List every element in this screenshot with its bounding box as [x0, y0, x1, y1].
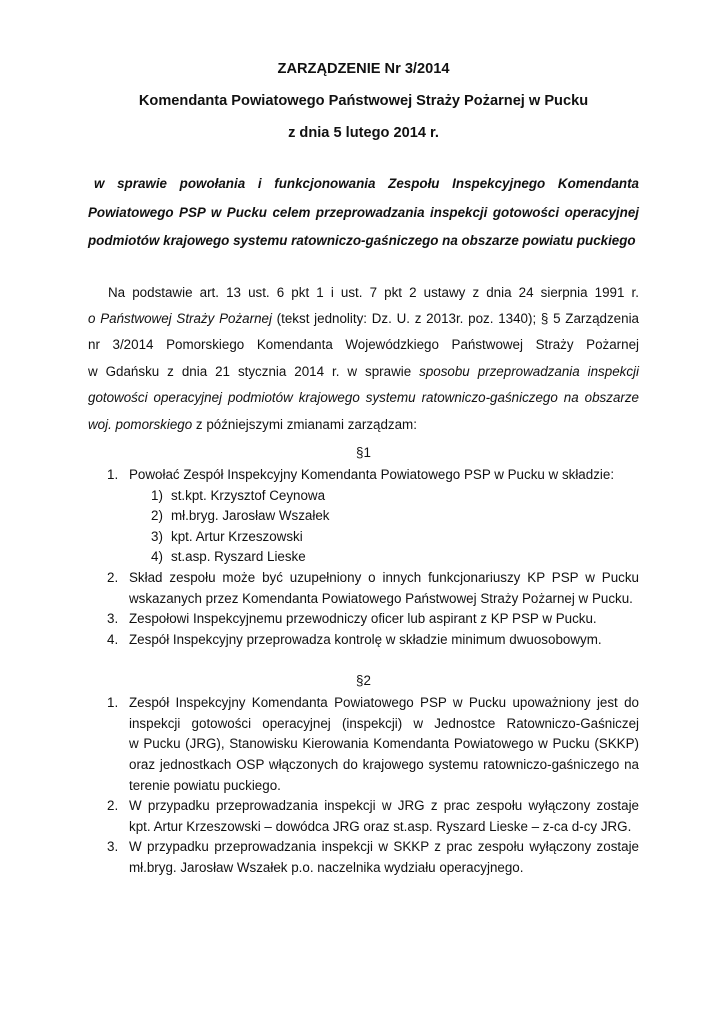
- subject-block: [88, 170, 639, 256]
- act-name: o Państwowej Straży Pożarnej: [88, 310, 272, 326]
- basis-text: w Gdańsku z dnia 21 stycznia 2014 r. w sprawie: [88, 363, 420, 379]
- list-item: [88, 465, 639, 568]
- member-item: [88, 486, 639, 507]
- basis-text: (tekst jednolity: Dz. U. z 2013r. poz. 1340); § 5 Zarządzenia: [271, 310, 639, 326]
- item-number: 4.: [107, 631, 119, 647]
- date-line: z dnia 5 lutego 2014 r.: [288, 125, 439, 141]
- item-text: oraz jednostkach OSP włączonych do krajowego systemu ratowniczo-gaśniczego na: [129, 757, 639, 773]
- subject-line: w sprawie powołania i funkcjonowania Zespołu Inspekcyjnego Komendanta: [94, 176, 639, 191]
- basis-line: [88, 385, 639, 411]
- item-text: Zespół Inspekcyjny Komendanta Powiatowego PSP w Pucku upoważniony jest do: [129, 695, 639, 711]
- item-text: W przypadku przeprowadzania inspekcji w JRG z prac zespołu wyłączony zostaje: [129, 798, 639, 814]
- issuer-line: Komendanta Powiatowego Państwowej Straży Pożarnej w Pucku: [138, 93, 589, 109]
- item-number: 1.: [107, 466, 119, 482]
- item-number: 2.: [107, 798, 119, 814]
- section2-list: [88, 693, 639, 878]
- item-text: terenie powiatu puckiego.: [129, 777, 281, 793]
- item-number: 3.: [107, 611, 119, 627]
- item-text: Powołać Zespół Inspekcyjny Komendanta Powiatowego PSP w Pucku w składzie:: [129, 466, 615, 482]
- item-text: wskazanych przez Komendanta Powiatowego Państwowej Straży Pożarnej w Pucku.: [129, 590, 633, 606]
- subject-line: Powiatowego PSP w Pucku celem przeprowadzania inspekcji gotowości operacyjnej: [88, 204, 639, 220]
- basis-line: [88, 359, 639, 385]
- item-text: mł.bryg. Jarosław Wszałek p.o. naczelnika wydziału operacyjnego.: [129, 860, 524, 876]
- subject-line: podmiotów krajowego systemu ratowniczo-gaśniczego na obszarze powiatu puckiego: [88, 233, 636, 248]
- item-number: 2.: [107, 569, 119, 585]
- legal-basis-paragraph: [88, 280, 639, 438]
- member-item: [88, 527, 639, 548]
- list-item: [88, 837, 639, 878]
- list-item: [88, 630, 639, 651]
- basis-line: [88, 412, 639, 438]
- regulation-title: woj. pomorskiego: [88, 416, 193, 432]
- regulation-title: gotowości operacyjnej podmiotów krajowego systemu ratowniczo-gaśniczego na obszarze: [88, 390, 639, 406]
- member-number: 2): [151, 508, 163, 524]
- list-item: [88, 568, 639, 609]
- member-name: st.asp. Ryszard Lieske: [171, 549, 306, 565]
- section1-list: [88, 465, 639, 650]
- members-list: [129, 486, 639, 568]
- document-title: ZARZĄDZENIE Nr 3/2014: [277, 61, 450, 77]
- member-name: kpt. Artur Krzeszowski: [171, 528, 303, 544]
- regulation-title: sposobu przeprowadzania inspekcji: [419, 363, 639, 379]
- item-number: 3.: [107, 839, 119, 855]
- item-text: Zespołowi Inspekcyjnemu przewodniczy oficer lub aspirant z KP PSP w Pucku.: [129, 611, 597, 627]
- item-text: w Pucku (JRG), Stanowisku Kierowania Komendanta Powiatowego w Pucku (SKKP): [129, 736, 639, 752]
- member-name: st.kpt. Krzysztof Ceynowa: [171, 487, 326, 503]
- member-item: [88, 506, 639, 527]
- basis-line: [88, 306, 639, 332]
- list-item: [88, 796, 639, 837]
- item-number: 1.: [107, 695, 119, 711]
- member-number: 1): [151, 487, 163, 503]
- item-text: kpt. Artur Krzeszowski – dowódca JRG oraz st.asp. Ryszard Lieske – z-ca d-cy JRG.: [129, 818, 632, 834]
- item-text: Zespół Inspekcyjny przeprowadza kontrolę w składzie minimum dwuosobowym.: [129, 631, 602, 647]
- list-item: [88, 693, 639, 796]
- basis-text: z późniejszymi zmianami zarządzam:: [192, 416, 417, 432]
- member-name: mł.bryg. Jarosław Wszałek: [171, 508, 330, 524]
- basis-line: Na podstawie art. 13 ust. 6 pkt 1 i ust. 7 pkt 2 ustawy z dnia 24 sierpnia 1991 r.: [108, 284, 639, 300]
- list-item: [88, 609, 639, 630]
- member-item: [88, 547, 639, 568]
- item-text: inspekcji gotowości operacyjnej (inspekcji) w Jednostce Ratowniczo-Gaśniczej: [129, 715, 639, 731]
- basis-line: nr 3/2014 Pomorskiego Komendanta Wojewódzkiego Państwowej Straży Pożarnej: [88, 337, 639, 353]
- section-heading: §1: [356, 444, 371, 460]
- item-text: Skład zespołu może być uzupełniony o innych funkcjonariuszy KP PSP w Pucku: [129, 569, 639, 585]
- member-number: 3): [151, 528, 163, 544]
- item-text: W przypadku przeprowadzania inspekcji w SKKP z prac zespołu wyłączony zostaje: [129, 839, 639, 855]
- section-heading: §2: [356, 673, 371, 689]
- member-number: 4): [151, 549, 163, 565]
